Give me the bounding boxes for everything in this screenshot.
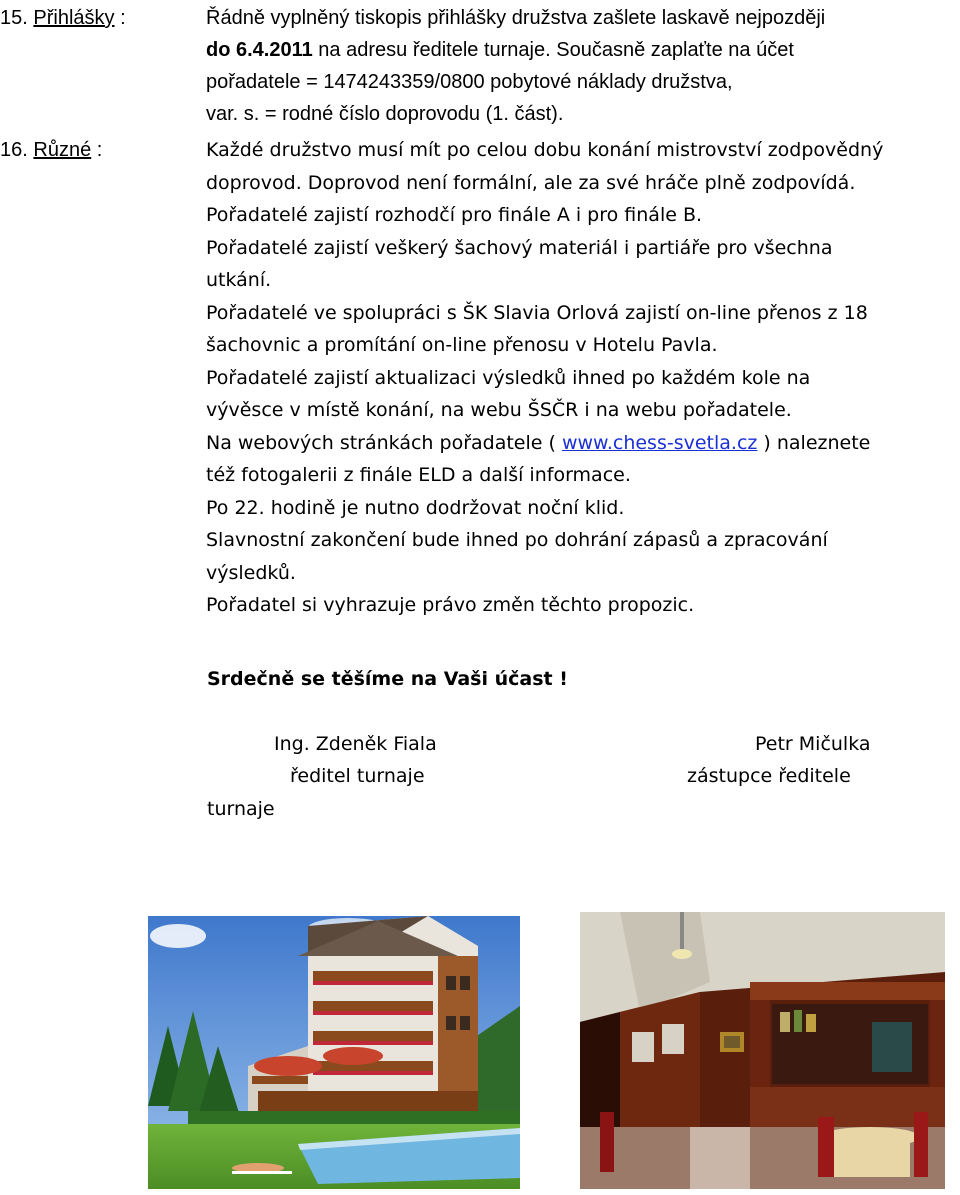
section-16-colon: : bbox=[96, 139, 103, 161]
restaurant-interior-photo bbox=[580, 912, 945, 1189]
left-signatory-role-continued: turnaje bbox=[207, 798, 275, 820]
right-signatory-role: zástupce ředitele bbox=[687, 765, 851, 787]
deadline-date: do 6.4.2011 bbox=[206, 39, 313, 61]
section-16-line: Slavnostní zakončení bude ihned po dohrání zápasů a zpracování bbox=[206, 529, 828, 551]
section-16-number: 16. bbox=[0, 139, 28, 161]
section-16-line: utkání. bbox=[206, 269, 272, 291]
section-16-line: Pořadatelé zajistí aktualizaci výsledků ihned po každém kole na bbox=[206, 366, 811, 389]
hotel-exterior-photo bbox=[148, 916, 520, 1189]
section-15-line: Řádně vyplněný tiskopis přihlášky družstva zašlete laskavě nejpozději bbox=[206, 7, 826, 29]
closing-greeting: Srdečně se těšíme na Vaši účast ! bbox=[207, 668, 568, 690]
section-16-label bbox=[0, 134, 102, 166]
section-16-line: výsledků. bbox=[206, 561, 296, 584]
section-16-line: Každé družstvo musí mít po celou dobu konání mistrovství zodpovědný bbox=[206, 139, 884, 161]
right-signatory-name: Petr Mičulka bbox=[755, 733, 871, 755]
section-16-line: šachovnic a promítání on-line přenosu v Hotelu Pavla. bbox=[206, 334, 718, 356]
hotel-exterior-illustration bbox=[148, 916, 520, 1189]
section-15-line bbox=[206, 34, 958, 66]
section-15-colon: : bbox=[120, 7, 126, 29]
left-signatory-role: ředitel turnaje bbox=[290, 765, 425, 787]
section-16-line: Po 22. hodině je nutno dodržovat noční klid. bbox=[206, 496, 625, 519]
section-16-line: Pořadatelé zajistí veškerý šachový materiál i partiáře pro všechna bbox=[206, 236, 833, 259]
web-line-suffix: ) naleznete bbox=[757, 431, 871, 454]
section-15-title: Přihlášky bbox=[33, 7, 115, 29]
section-16-title: Různé bbox=[33, 139, 92, 161]
section-16-line: Pořadatelé ve spolupráci s ŠK Slavia Orlová zajistí on-line přenos z 18 bbox=[206, 301, 868, 324]
section-15-body bbox=[206, 2, 958, 130]
section-16-line: doprovod. Doprovod není formální, ale za své hráče plně zodpovídá. bbox=[206, 171, 856, 194]
section-16-line: též fotogalerii z finále ELD a další informace. bbox=[206, 464, 631, 486]
section-16-line: Pořadatel si vyhrazuje právo změn těchto propozic. bbox=[206, 594, 695, 616]
organizer-website-link[interactable]: www.chess-svetla.cz bbox=[561, 431, 758, 454]
restaurant-interior-illustration bbox=[580, 912, 945, 1189]
section-16-line: vývěsce v místě konání, na webu ŠSČR i na webu pořadatele. bbox=[206, 399, 792, 421]
section-15-number: 15. bbox=[0, 7, 28, 29]
section-15-line: pořadatele = 1474243359/0800 pobytové náklady družstva, bbox=[206, 71, 733, 93]
section-16-body bbox=[206, 134, 958, 622]
section-15-line-rest: na adresu ředitele turnaje. Současně zaplaťte na účet bbox=[312, 39, 794, 61]
section-16-line: Pořadatelé zajistí rozhodčí pro finále A i pro finále B. bbox=[206, 204, 703, 226]
section-15-label bbox=[0, 2, 126, 34]
section-16-web-line bbox=[206, 427, 958, 460]
left-signatory-name: Ing. Zdeněk Fiala bbox=[274, 733, 437, 755]
web-line-prefix: Na webových stránkách pořadatele ( bbox=[206, 431, 562, 454]
section-15-line: var. s. = rodné číslo doprovodu (1. část). bbox=[206, 103, 564, 125]
